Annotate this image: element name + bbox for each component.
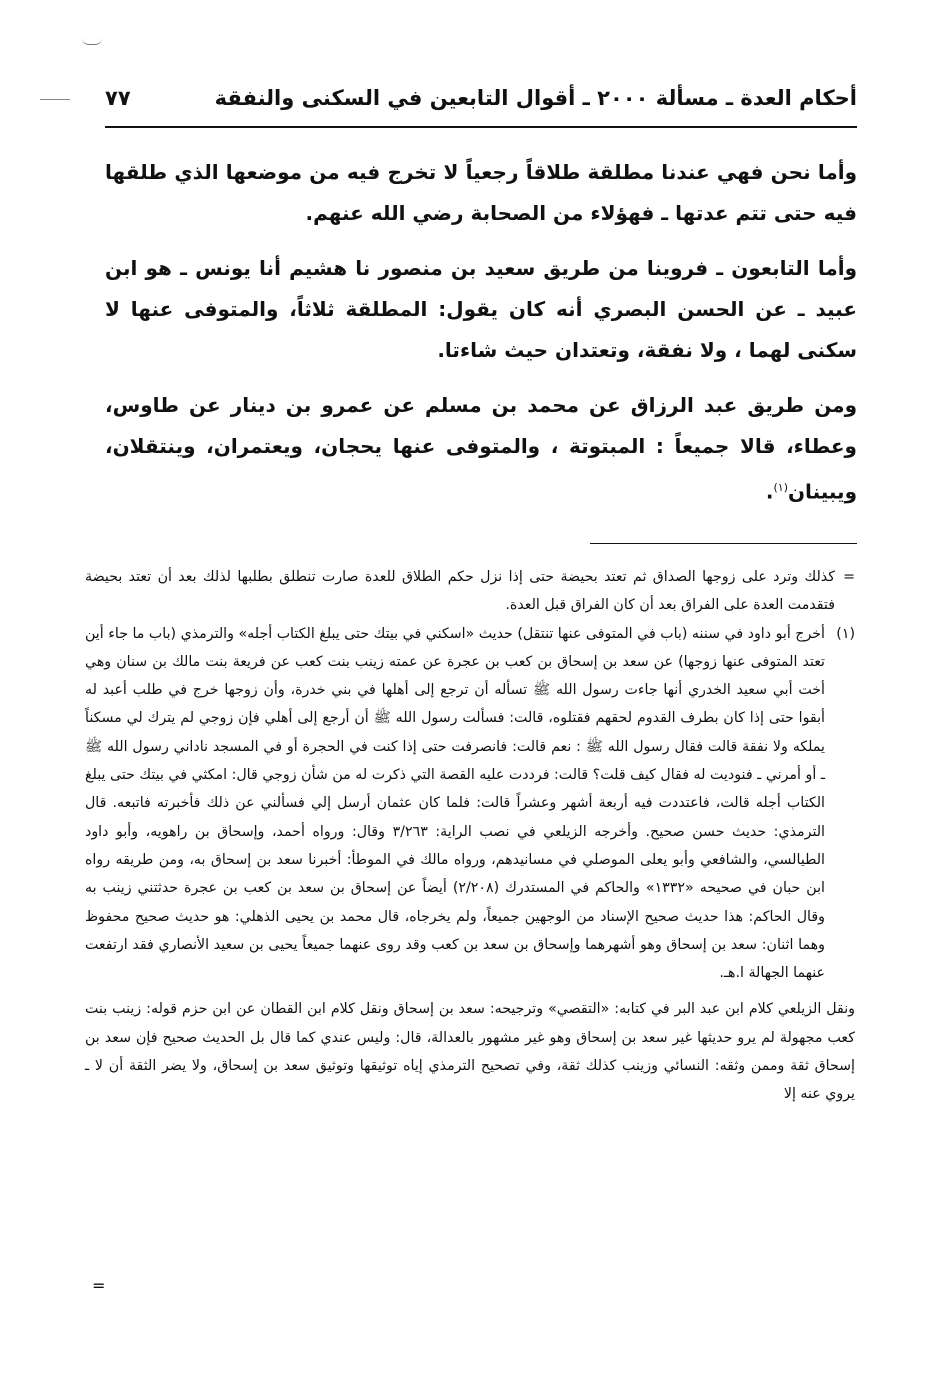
page-number: ٧٧ — [105, 86, 131, 110]
paragraph: وأما نحن فهي عندنا مطلقة طلاقاً رجعياً لا تخرج فيه من موضعها الذي طلقها فيه حتى تتم عدتها ـ فهؤلاء من الصحابة رضي الله عنهم. — [105, 160, 857, 225]
scan-mark — [82, 38, 102, 45]
paragraph-text: ومن طريق عبد الرزاق عن محمد بن مسلم عن عمرو بن دينار عن طاوس، وعطاء، قالا جميعاً : المبتوتة ، والمتوفى عنها يحجان، ويعتمران، وينتقلان، ويبينان — [105, 393, 857, 504]
footnote-1-continued: ونقل الزيلعي كلام ابن عبد البر في كتابه: «التقصي» وترجيحه: سعد بن إسحاق ونقل كلام ابن القطان عن ابن حزم قوله: زينب بنت كعب مجهولة لم يرو حديثها غير سعد بن إسحاق وهو غير مشهور بالعدالة، قال: وليس عندي كما قال بل الحديث صحيح فإن سعد بن إسحاق ثقة وممن وثقه: النسائي وزينب كذلك ثقة، وفي تصحيح الترمذي إياه توثيقها وتوثيق سعد بن إسحاق، ولا يضر الثقة أن لا ـ يروي عنه إلا — [85, 1001, 855, 1103]
footnotes — [85, 563, 855, 1109]
footnote-1 — [85, 620, 855, 988]
paragraph — [105, 385, 857, 513]
footnote-rule — [590, 543, 857, 544]
footnote-reference: (١) — [773, 481, 788, 494]
paragraph: وأما التابعون ـ فروينا من طريق سعيد بن منصور نا هشيم أنا يونس ـ هو ابن عبيد ـ عن الحسن البصري أنه كان يقول: المطلقة ثلاثاً، والمتوفى عنها لا سكنى لهما ، ولا نفقة، وتعتدان حيث شاءتا. — [105, 256, 857, 362]
paragraph-end: . — [765, 479, 774, 504]
continuation-marker: = — [843, 569, 855, 585]
footnote-continuation — [85, 563, 855, 620]
header-title: أحكام العدة ـ مسألة ٢٠٠٠ ـ أقوال التابعين في السكنى والنفقة — [214, 86, 857, 110]
running-header — [105, 80, 857, 122]
header-rule — [105, 126, 857, 128]
footnote-number: (١) — [836, 625, 855, 642]
scan-mark — [40, 99, 70, 100]
continuation-marker: = — [92, 1276, 106, 1295]
main-text — [105, 152, 857, 527]
footnote-text: كذلك وترد على زوجها الصداق ثم تعتد بحيضة حتى إذا نزل حكم الطلاق للعدة صارت تنطلق بطلبها لذلك بعد أن تعتد بحيضة فتقدمت العدة على الفراق بعد أن كان الفراق قبل العدة. — [85, 569, 835, 614]
footnote-text: أخرج أبو داود في سننه (باب في المتوفى عنها تنتقل) حديث «اسكني في بيتك حتى يبلغ الكتاب أجله» والترمذي (باب ما جاء أين تعتد المتوفى عنها زوجها) عن سعد بن إسحاق بن كعب بن عجرة عن عمته زينب بنت كعب عن فريعة بنت مالك بن سنان وهي أخت أبي سعيد الخدري أنها جاءت رسول الله ﷺ تسأله أن ترجع إلى أهلها في بني خدرة، وأن زوجها خرج في طلب أعبد له أبقوا حتى إذا كان بطرف القدوم لحقهم فقتلوه، قالت: فسألت رسول الله ﷺ أن أرجع إلى أهلي فإن زوجي لم يترك لي مسكناً يملكه ولا نفقة قالت فقال رسول الله ﷺ : نعم قالت: فانصرفت حتى إذا كنت في الحجرة أو في المسجد ناداني رسول الله ﷺ ـ أو أمرني ـ فنوديت له فقال كيف قلت؟ قالت: فرددت عليه القصة التي ذكرت له من شأن زوجي قال: امكثي في بيتك حتى يبلغ الكتاب أجله قالت، فاعتددت فيه أربعة أشهر وعشراً قالت: فلما كان عثمان أرسل إلي فسألني عن ذلك فأخبرته فاتبعه. قال الترمذي: حديث حسن صحيح. وأخرجه الزيلعي في نصب الراية: ٣/٢٦٣ وقال: ورواه أحمد، وإسحاق بن راهويه، وأبو داود الطيالسي، والشافعي وأبو يعلى الموصلي في مسانيدهم، ورواه مالك في الموطأ: أخبرنا سعد بن إسحاق به، ومن طريقه رواه ابن حبان في صحيحه «١٣٣٢» والحاكم في المستدرك (٢/٢٠٨) أيضاً عن إسحاق بن سعد بن كعب بن عجرة حدثتني زينب به وقال الحاكم: هذا حديث صحيح الإسناد من الوجهين جميعاً، ولم يخرجاه، قال محمد بن يحيى الذهلي: هو حديث صحيح محفوظ وهما اثنان: سعد بن إسحاق وهو أشهرهما وإسحاق بن سعد بن كعب وقد روى عنهما جميعاً يحيى بن سعيد الأنصاري فقد ارتفعت عنهما الجهالة ا.هـ. — [85, 625, 825, 982]
